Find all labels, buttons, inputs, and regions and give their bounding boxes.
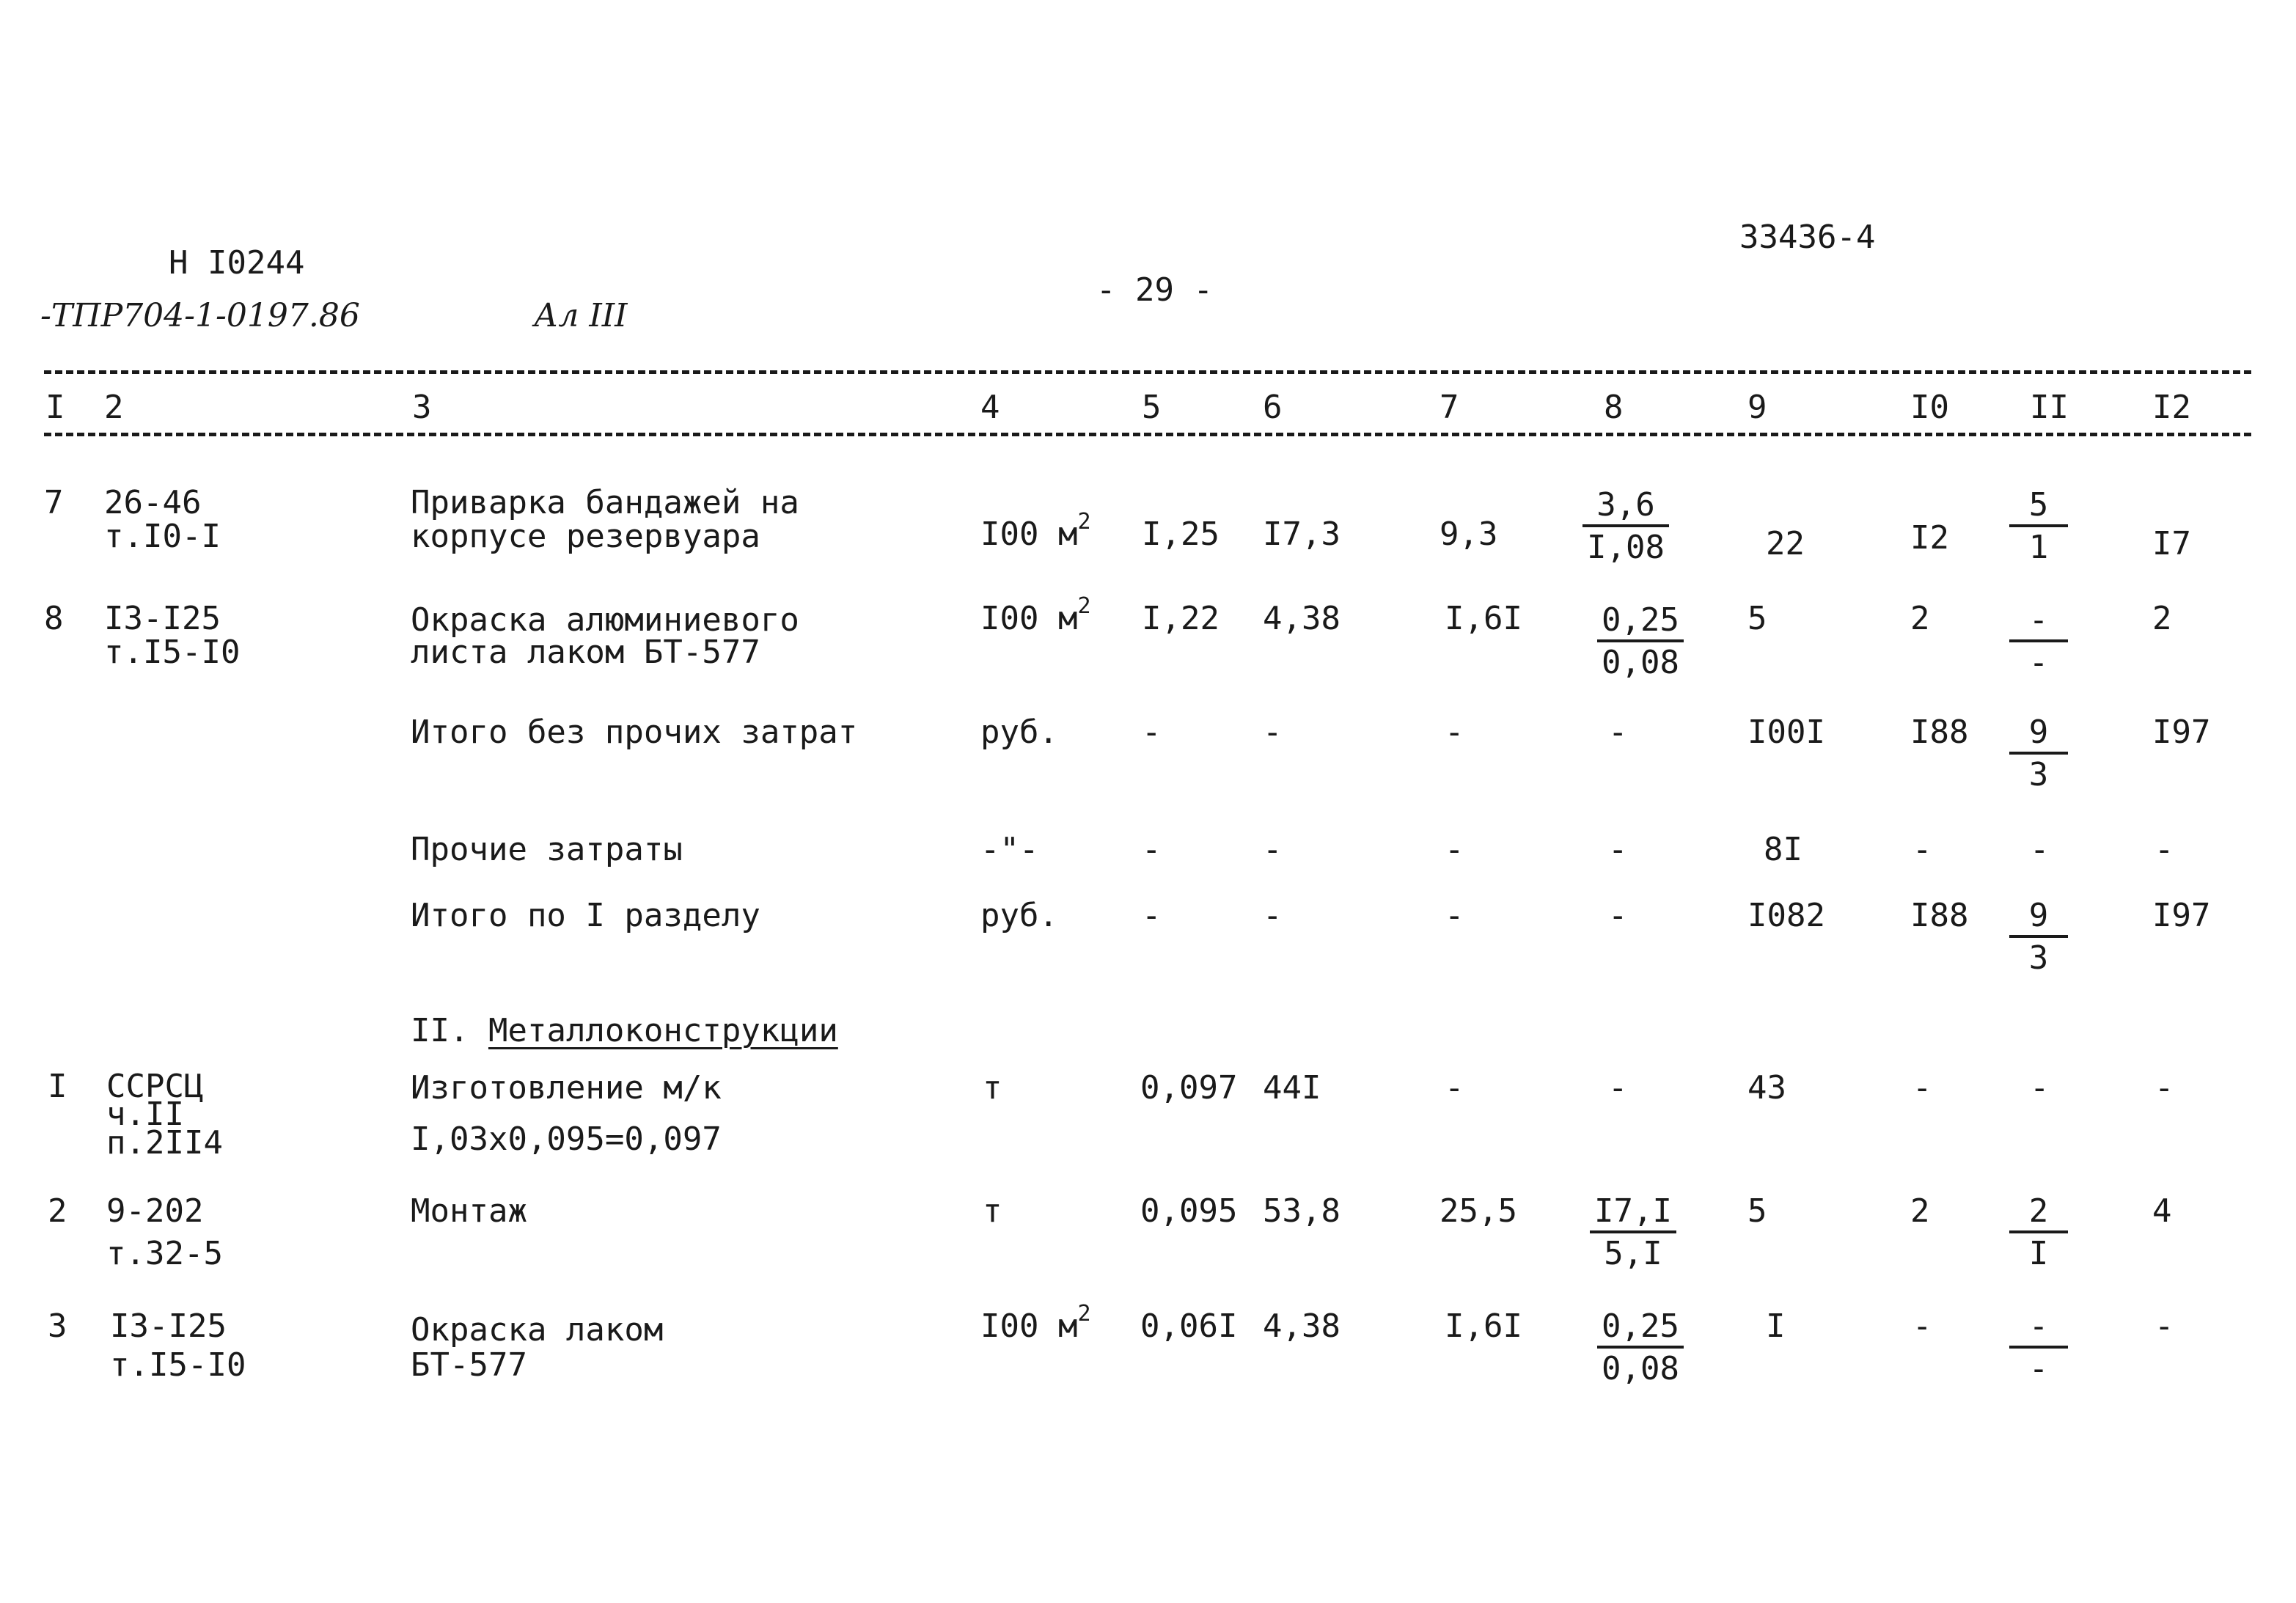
machine-cost-fraction [1590,1194,1676,1272]
quantity: I,22 [1142,600,1219,637]
quantity: - [1142,714,1162,751]
fraction-numerator: 0,25 [1597,603,1684,642]
fraction-denominator: 3 [2028,939,2049,977]
column-header: 7 [1439,389,1459,426]
fraction-numerator: - [2009,603,2068,642]
column-header: 9 [1747,389,1767,426]
page-number: - 29 - [1096,271,1213,309]
fraction-numerator: 0,25 [1597,1309,1684,1349]
work-name: Приварка бандажей на [411,484,799,521]
column-header: 6 [1263,389,1283,426]
unit: руб. [980,897,1058,934]
total-column-12: I97 [2152,897,2211,934]
column-header: I [45,389,65,426]
column-header: 2 [104,389,124,426]
total-wage: - [1912,1069,1932,1107]
fraction-numerator: 9 [2009,898,2068,938]
handwritten-sheet-mark: Ал III [534,297,628,334]
total-column-12: - [2154,831,2174,868]
rate-item: п.2II4 [106,1124,223,1162]
handwritten-project-reference: -ТПР704-1-0197.86 [40,297,360,334]
work-name: Монтаж [411,1192,527,1230]
total-cost: I00I [1747,714,1825,751]
row-number: 7 [44,484,64,521]
column-header: 5 [1142,389,1162,426]
total-wage: 2 [1910,1192,1930,1230]
total-wage: - [1912,1307,1932,1345]
other-costs-label: Прочие затраты [411,831,683,868]
machine-total-fraction [2009,603,2068,681]
fraction-denominator: 1 [2028,529,2049,566]
quantity: - [1142,831,1162,868]
total-column-12: - [2154,1069,2174,1107]
fraction-denominator: 0,08 [1602,1350,1679,1387]
section-number: II. [411,1012,469,1049]
wage-cost: - [1445,714,1464,751]
machine-total-fraction [2009,898,2068,976]
wage-cost: - [1445,831,1464,868]
total-wage: I88 [1910,897,1969,934]
machine-cost: - [1608,897,1628,934]
total-wage: I88 [1910,714,1969,751]
row-number: 3 [48,1307,67,1345]
unit: т [983,1069,1002,1107]
machine-cost: - [1608,831,1628,868]
work-name: Окраска лаком [411,1311,664,1349]
machine-total: - [2030,1069,2050,1107]
quantity: 0,097 [1140,1069,1238,1107]
unit-cost: - [1263,831,1283,868]
rate-code: ССРСЦ [106,1068,204,1105]
column-header: 8 [1604,389,1624,426]
fraction-denominator: I,08 [1587,529,1665,566]
fraction-numerator: - [2009,1309,2068,1349]
total-column-12: I97 [2152,714,2211,751]
unit: I00 $м^2$ [980,509,1091,553]
total-cost: 5 [1747,1192,1767,1230]
quantity-calculation: I,03х0,095=0,097 [411,1120,722,1158]
work-name-continued: корпусе резервуара [411,518,760,555]
column-header: I0 [1910,389,1949,426]
row-number: 8 [44,600,64,637]
work-name-continued: листа лаком БТ-577 [411,634,760,671]
total-cost: 5 [1747,600,1767,637]
fraction-numerator: 3,6 [1582,488,1669,527]
fraction-numerator: I7,I [1590,1194,1676,1233]
section-total-label: Итого по I разделу [411,897,760,934]
work-name-continued: БТ-577 [411,1346,527,1384]
wage-cost: - [1445,1069,1464,1107]
quantity: - [1142,897,1162,934]
fraction-denominator: I [2028,1235,2049,1272]
unit-cost: 53,8 [1263,1192,1340,1230]
fraction-numerator: 2 [2009,1194,2068,1233]
unit: -"- [980,831,1039,868]
row-number: 2 [48,1192,67,1230]
work-name: Изготовление м/к [411,1069,722,1107]
unit: руб. [980,714,1058,751]
total-column-12: I7 [2152,525,2191,562]
column-header: II [2030,389,2069,426]
machine-total: - [2030,831,2050,868]
fraction-denominator: - [2028,644,2049,681]
section-title: Металлоконструкции [488,1012,838,1049]
unit-cost: 44I [1263,1069,1321,1107]
machine-total-fraction [2009,715,2068,793]
inventory-number: Н I0244 [169,244,305,282]
wage-cost: I,6I [1445,1307,1522,1345]
unit: I00 $м^2$ [980,593,1091,637]
unit-cost: I7,3 [1263,516,1340,553]
total-cost: I082 [1747,897,1825,934]
rate-table-ref: т.I5-I0 [110,1346,246,1384]
rate-table-ref: т.I5-I0 [104,634,241,671]
wage-cost: 9,3 [1439,516,1498,553]
work-name: Окраска алюминиевого [411,601,799,639]
total-cost: 8I [1764,831,1802,868]
fraction-denominator: - [2028,1350,2049,1387]
unit-cost: 4,38 [1263,600,1340,637]
unit-cost: 4,38 [1263,1307,1340,1345]
fraction-denominator: 3 [2028,756,2049,793]
total-wage: I2 [1910,519,1949,557]
section-heading [411,1013,838,1049]
subtotal-label: Итого без прочих затрат [411,714,858,751]
column-header: 4 [980,389,1000,426]
total-cost: 22 [1766,525,1805,562]
total-column-12: 2 [2152,600,2172,637]
rate-code: I3-I25 [110,1307,227,1345]
wage-cost: - [1445,897,1464,934]
wage-cost: I,6I [1445,600,1522,637]
wage-cost: 25,5 [1439,1192,1517,1230]
rate-code: 26-46 [104,484,202,521]
document-code: 33436-4 [1739,219,1876,256]
fraction-denominator: 5,I [1604,1235,1662,1272]
rate-code: 9-202 [106,1192,204,1230]
row-number: I [48,1068,67,1105]
rate-code: I3-I25 [104,600,221,637]
column-header: I2 [2152,389,2191,426]
machine-cost-fraction [1597,1309,1684,1387]
table-header-rule [44,433,2251,436]
unit-cost: - [1263,714,1283,751]
rate-table-ref: т.32-5 [106,1235,223,1272]
total-wage: 2 [1910,600,1930,637]
unit: т [983,1192,1002,1230]
machine-cost: - [1608,1069,1628,1107]
machine-cost-fraction [1597,603,1684,681]
quantity: I,25 [1142,516,1219,553]
machine-cost-fraction [1582,488,1669,565]
total-cost: 43 [1747,1069,1786,1107]
machine-total-fraction [2009,1309,2068,1387]
quantity: 0,06I [1140,1307,1238,1345]
rate-table-ref: т.I0-I [104,518,221,555]
machine-total-fraction [2009,1194,2068,1272]
machine-total-fraction [2009,488,2068,565]
quantity: 0,095 [1140,1192,1238,1230]
fraction-denominator: 0,08 [1602,644,1679,681]
total-column-12: 4 [2152,1192,2172,1230]
total-wage: - [1912,831,1932,868]
table-top-rule [44,370,2251,374]
total-cost: I [1766,1307,1786,1345]
column-header: 3 [412,389,432,426]
unit: I00 $м^2$ [980,1301,1091,1345]
fraction-numerator: 9 [2009,715,2068,755]
rate-part: ч.II [106,1096,184,1133]
fraction-numerator: 5 [2009,488,2068,527]
total-column-12: - [2154,1307,2174,1345]
machine-cost: - [1608,714,1628,751]
unit-cost: - [1263,897,1283,934]
